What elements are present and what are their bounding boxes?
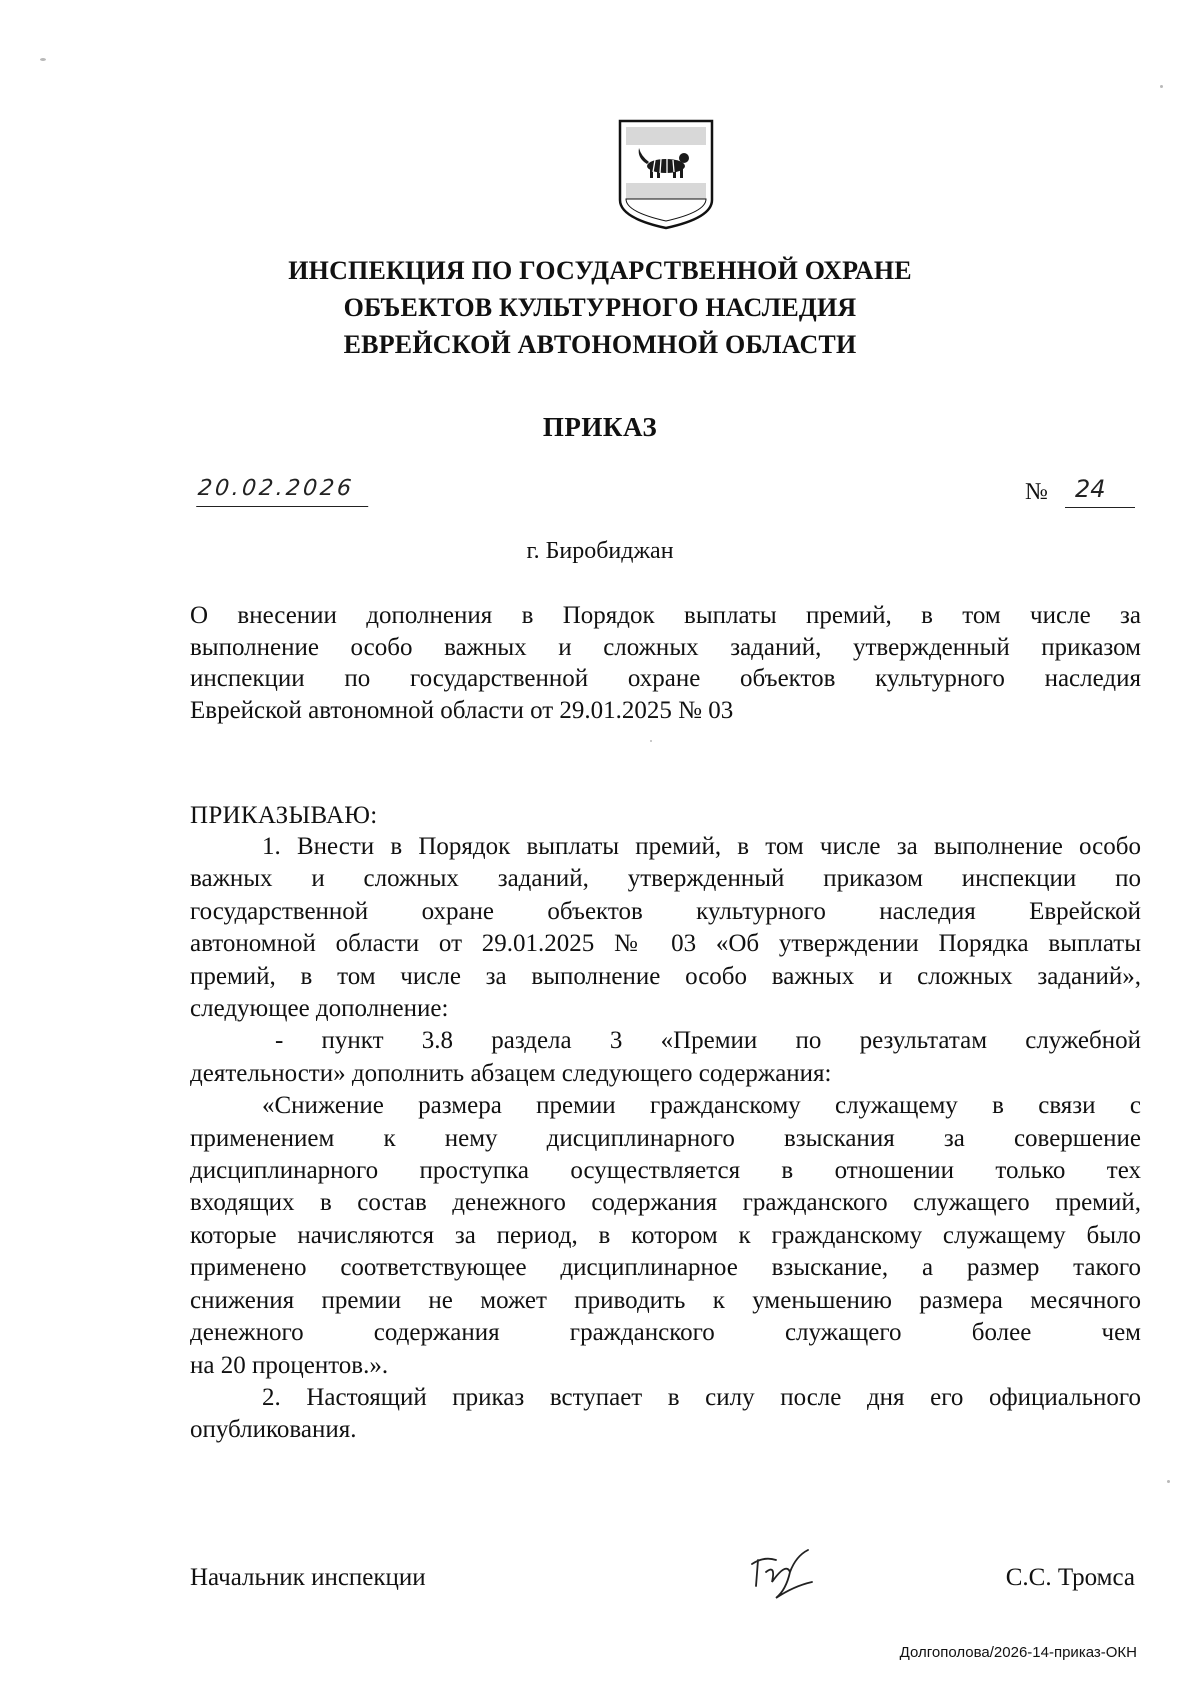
body-line: автономной области от 29.01.2025 № 03 «Об утверждении Порядка выплаты (190, 930, 1141, 958)
body-line: применением к нему дисциплинарного взыскания за совершение (190, 1124, 1141, 1152)
coat-of-arms-emblem (617, 118, 715, 230)
document-type-title: ПРИКАЗ (542, 412, 658, 442)
org-name-line: ОБЪЕКТОВ КУЛЬТУРНОГО НАСЛЕДИЯ (343, 293, 857, 322)
scan-speck (40, 58, 46, 61)
document-subject (190, 600, 1141, 727)
subject-line: О внесении дополнения в Порядок выплаты премий, в том числе за (190, 602, 1141, 629)
handwritten-signature (746, 1542, 816, 1604)
document-body (190, 831, 1141, 1447)
body-line: снижения премии не может приводить к уменьшению размера месячного (190, 1286, 1141, 1314)
order-directive-word: ПРИКАЗЫВАЮ: (190, 802, 378, 829)
body-line: «Снижение размера премии гражданскому служащему в связи с (262, 1092, 1141, 1120)
body-line: опубликования. (190, 1416, 357, 1444)
body-line: государственной охране объектов культурного наследия Еврейской (190, 897, 1141, 925)
subject-line: выполнение особо важных и сложных заданий, утвержденный приказом (190, 633, 1141, 661)
scan-speck (650, 740, 652, 742)
city-line: г. Биробиджан (526, 538, 674, 564)
body-line: входящих в состав денежного содержания гражданского служащего премий, (190, 1189, 1141, 1217)
body-line: денежного содержания гражданского служащего более чем (190, 1319, 1141, 1347)
body-line: применено соответствующее дисциплинарное взыскание, а размер такого (190, 1254, 1141, 1282)
body-line: дисциплинарного проступка осуществляется в отношении только тех (190, 1157, 1141, 1185)
org-name-line: ИНСПЕКЦИЯ ПО ГОСУДАРСТВЕННОЙ ОХРАНЕ (288, 256, 912, 285)
subject-line: инспекции по государственной охране объектов культурного наследия (190, 665, 1141, 693)
signatory-name: С.С. Тромса (1005, 1564, 1135, 1591)
scan-speck (1160, 85, 1163, 88)
body-line: следующее дополнение: (190, 995, 449, 1023)
org-name-line: ЕВРЕЙСКОЙ АВТОНОМНОЙ ОБЛАСТИ (343, 330, 857, 359)
document-number (1025, 468, 1135, 508)
organization-header (180, 252, 1020, 363)
body-line: 2. Настоящий приказ вступает в силу после дня его официального (262, 1383, 1141, 1411)
body-line: премий, в том числе за выполнение особо важных и сложных заданий», (190, 962, 1141, 990)
body-line: важных и сложных заданий, утвержденный приказом инспекции по (190, 865, 1141, 893)
body-line: которые начисляются за период, в котором к гражданскому служащему было (190, 1221, 1141, 1249)
handwritten-number: 24 (1065, 471, 1135, 508)
signatory-position: Начальник инспекции (190, 1564, 426, 1591)
scan-speck (1167, 1480, 1170, 1483)
document-reference: Долгополова/2026-14-приказ-ОКН (899, 1644, 1137, 1661)
number-sign: № (1025, 479, 1048, 505)
subject-line: Еврейской автономной области от 29.01.2025 № 03 (190, 697, 734, 725)
body-line: деятельности» дополнить абзацем следующего содержания: (190, 1059, 832, 1087)
body-line: - пункт 3.8 раздела 3 «Премии по результатам служебной (275, 1027, 1141, 1055)
body-line: на 20 процентов.». (190, 1351, 389, 1379)
handwritten-date: 20.02.2026 (196, 472, 372, 507)
body-line: 1. Внести в Порядок выплаты премий, в том числе за выполнение особо (262, 833, 1141, 860)
